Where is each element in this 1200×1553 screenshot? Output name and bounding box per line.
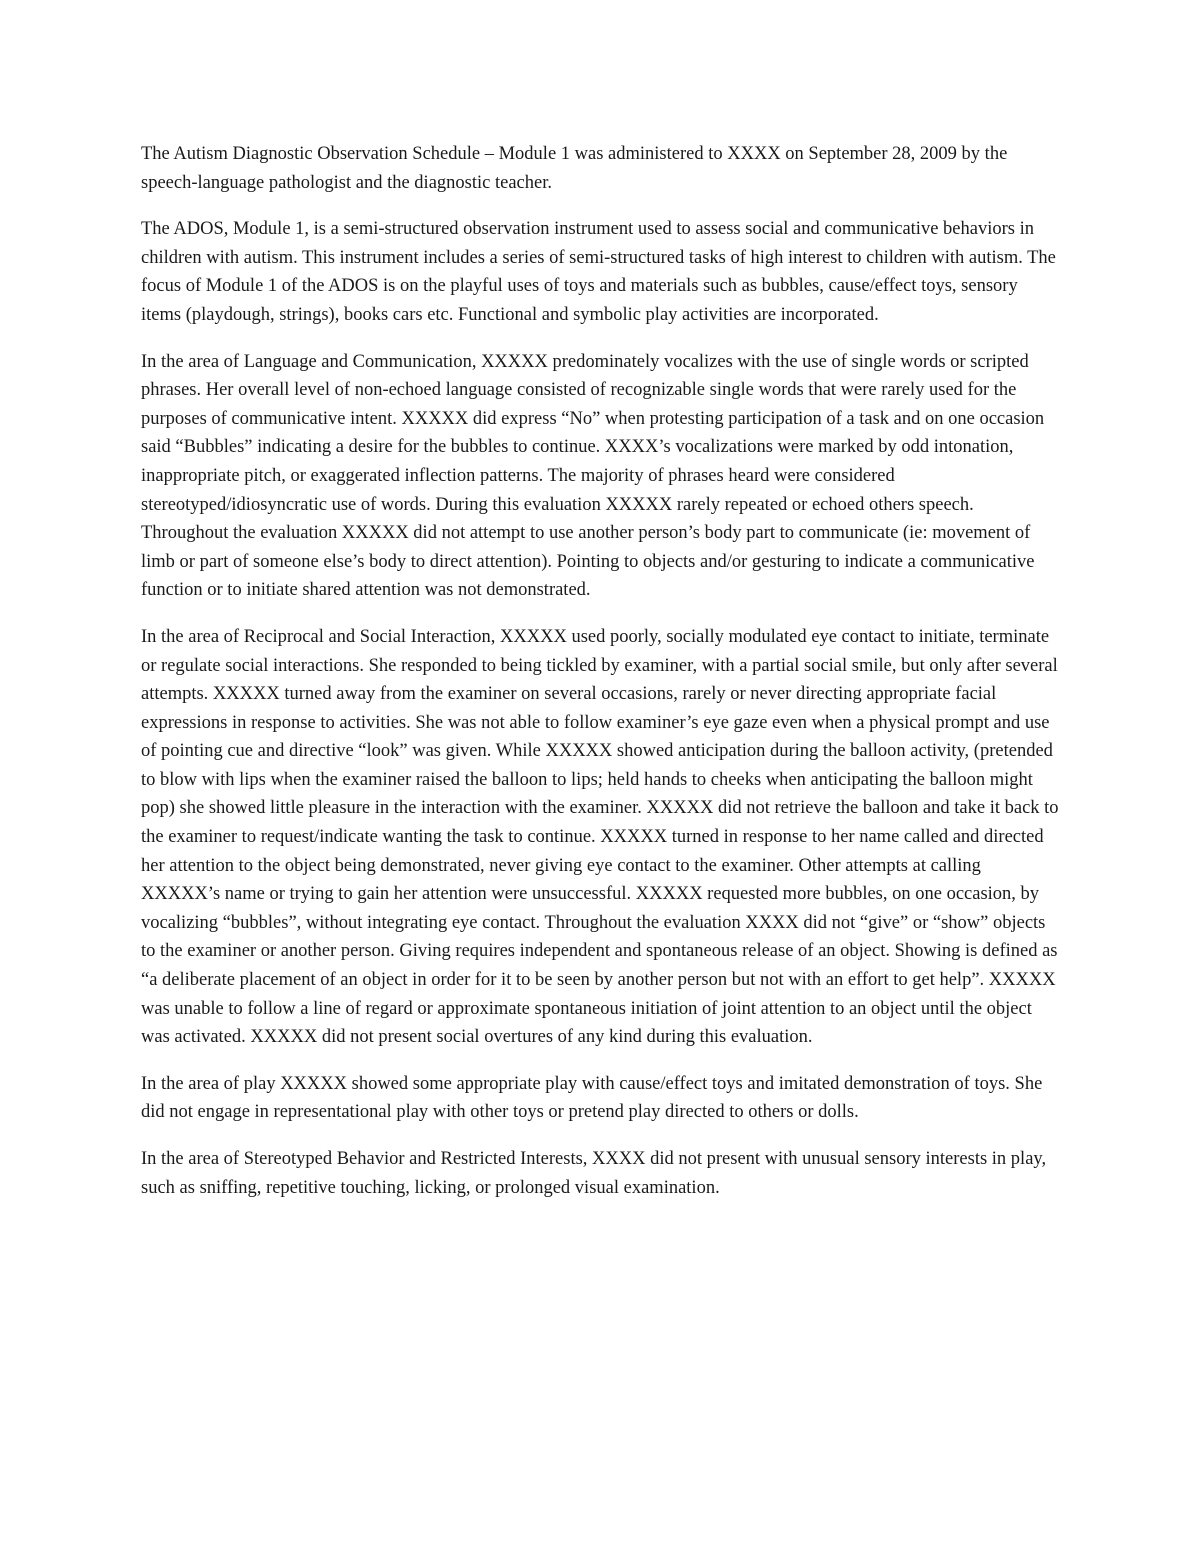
paragraph-social-interaction: In the area of Reciprocal and Social Interaction, XXXXX used poorly, socially modulated eye contact to initiate, terminate or regulate social interactions. She responded to being tickled by examiner, with a partial social smile, but only after several attempts. XXXXX turned away from the examiner on several occasions, rarely or never directing appropriate facial expressions in response to activities. She was not able to follow examiner’s eye gaze even when a physical prompt and use of pointing cue and directive “look” was given. While XXXXX showed anticipation during the balloon activity, (pretended to blow with lips when the examiner raised the balloon to lips; held hands to cheeks when anticipating the balloon might pop) she showed little pleasure in the interaction with the examiner. XXXXX did not retrieve the balloon and take it back to the examiner to request/indicate wanting the task to continue. XXXXX turned in response to her name called and directed her attention to the object being demonstrated, never giving eye contact to the examiner. Other attempts at calling XXXXX’s name or trying to gain her attention were unsuccessful. XXXXX requested more bubbles, on one occasion, by vocalizing “bubbles”, without integrating eye contact. Throughout the evaluation XXXX did not “give” or “show” objects to the examiner or another person. Giving requires independent and spontaneous release of an object. Showing is defined as “a deliberate placement of an object in order for it to be seen by another person but not with an effort to get help”. XXXXX was unable to follow a line of regard or approximate spontaneous initiation of joint attention to an object until the object was activated. XXXXX did not present social overtures of any kind during this evaluation.: [141, 626, 1059, 1048]
paragraph-language-communication: In the area of Language and Communication, XXXXX predominately vocalizes with the use of single words or scripted phrases. Her overall level of non-echoed language consisted of recognizable single words that were rarely used for the purposes of communicative intent. XXXXX did express “No” when protesting participation of a task and on one occasion said “Bubbles” indicating a desire for the bubbles to continue. XXXX’s vocalizations were marked by odd intonation, inappropriate pitch, or exaggerated inflection patterns. The majority of phrases heard were considered stereotyped/idiosyncratic use of words. During this evaluation XXXXX rarely repeated or echoed others speech. Throughout the evaluation XXXXX did not attempt to use another person’s body part to communicate (ie: movement of limb or part of someone else’s body to direct attention). Pointing to objects and/or gesturing to indicate a communicative function or to initiate shared attention was not demonstrated.: [141, 351, 1045, 601]
paragraph-ados-administration: The Autism Diagnostic Observation Schedule – Module 1 was administered to XXXX on September 28, 2009 by the speech-language pathologist and the diagnostic teacher.: [141, 144, 1008, 193]
paragraph-stereotyped-behavior: In the area of Stereotyped Behavior and Restricted Interests, XXXX did not present with unusual sensory interests in play, such as sniffing, repetitive touching, licking, or prolonged visual examination.: [141, 1149, 1047, 1198]
paragraph-ados-description: The ADOS, Module 1, is a semi-structured observation instrument used to assess social and communicative behaviors in children with autism. This instrument includes a series of semi-structured tasks of high interest to children with autism. The focus of Module 1 of the ADOS is on the playful uses of toys and materials such as bubbles, cause/effect toys, sensory items (playdough, strings), books cars etc. Functional and symbolic play activities are incorporated.: [141, 219, 1056, 325]
document-body: [141, 140, 1059, 1220]
paragraph-play: In the area of play XXXXX showed some appropriate play with cause/effect toys and imitated demonstration of toys. She did not engage in representational play with other toys or pretend play directed to others or dolls.: [141, 1073, 1043, 1123]
